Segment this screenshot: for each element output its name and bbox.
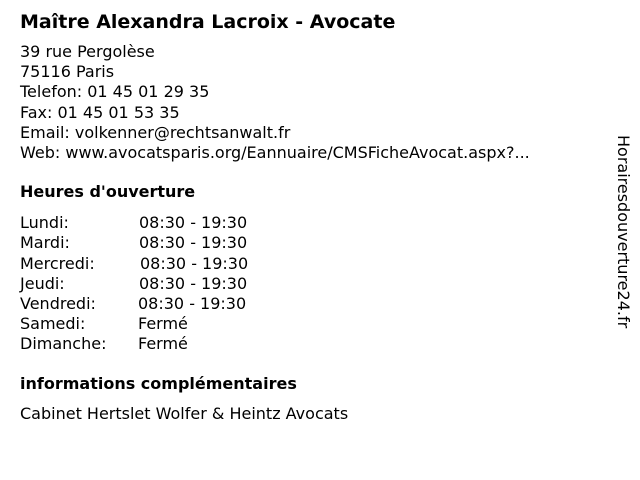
- day-hours: 08:30 - 19:30: [139, 273, 248, 293]
- hours-row-tuesday: [20, 233, 600, 253]
- day-hours: 08:30 - 19:30: [140, 253, 249, 273]
- day-hours: 08:30 - 19:30: [139, 233, 248, 253]
- day-label: Lundi:: [20, 213, 69, 233]
- opening-hours-heading: Heures d'ouverture: [20, 182, 196, 202]
- day-label: Mercredi:: [20, 253, 95, 273]
- hours-row-thursday: [20, 274, 600, 294]
- day-hours: 08:30 - 19:30: [138, 293, 247, 313]
- additional-info-heading: informations complémentaires: [20, 373, 297, 393]
- hours-row-saturday: [20, 314, 600, 334]
- business-name: Maître Alexandra Lacroix - Avocate: [20, 11, 396, 33]
- city-postcode: 75116 Paris: [20, 62, 115, 82]
- street-address: 39 rue Pergolèse: [20, 42, 155, 61]
- day-hours: Fermé: [138, 314, 188, 334]
- website-link: Web: www.avocatsparis.org/Eannuaire/CMSFicheAvocat.aspx?...: [20, 143, 530, 163]
- day-label: Vendredi:: [20, 293, 96, 313]
- day-hours: Fermé: [138, 334, 188, 354]
- hours-row-wednesday: [20, 254, 600, 274]
- email-address: Email: volkenner@rechtsanwalt.fr: [20, 122, 291, 142]
- day-label: Mardi:: [20, 233, 70, 253]
- hours-row-friday: [20, 294, 600, 314]
- opening-hours-table: [20, 213, 600, 354]
- additional-info-text: Cabinet Hertslet Wolfer & Heintz Avocats: [20, 403, 349, 423]
- day-label: Dimanche:: [20, 334, 107, 354]
- day-hours: 08:30 - 19:30: [139, 213, 248, 233]
- business-card: [20, 0, 600, 424]
- hours-row-monday: [20, 213, 600, 233]
- day-label: Samedi:: [20, 314, 86, 334]
- hours-row-sunday: [20, 334, 600, 354]
- phone-number: Telefon: 01 45 01 29 35: [20, 82, 210, 102]
- brand-watermark: Horairesdouverture24.fr: [614, 135, 633, 329]
- day-label: Jeudi:: [20, 273, 65, 293]
- fax-number: Fax: 01 45 01 53 35: [20, 102, 180, 122]
